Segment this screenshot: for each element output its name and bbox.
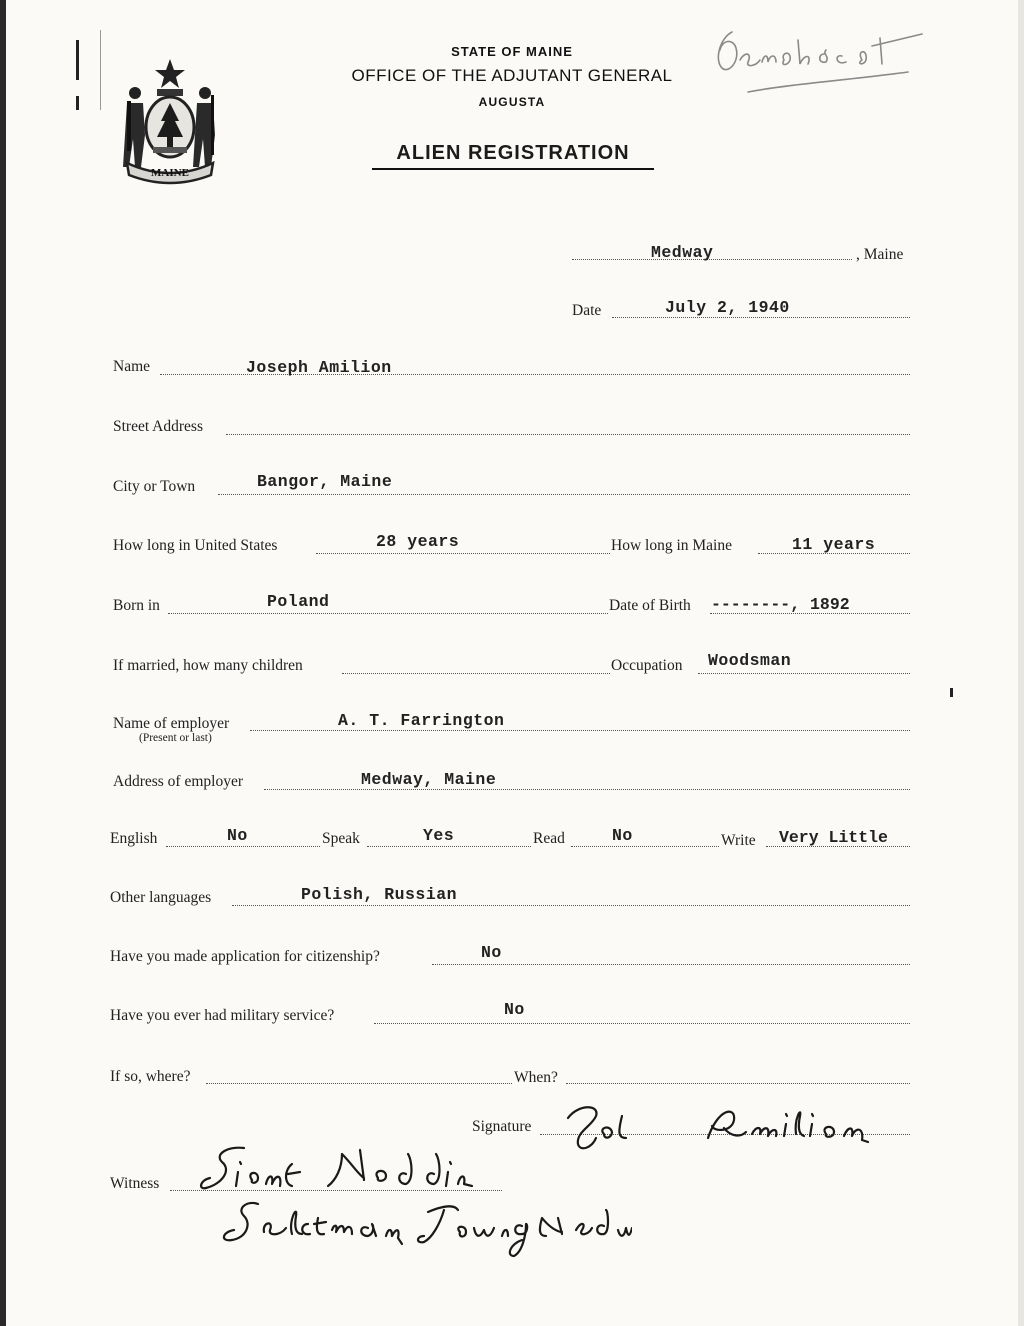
employer-address-value: Medway, Maine <box>361 770 497 789</box>
maine-label: How long in Maine <box>611 537 732 554</box>
employer-line <box>250 730 910 731</box>
where-line <box>206 1083 512 1084</box>
write-value: Very Little <box>779 828 888 847</box>
other-languages-line <box>232 905 910 906</box>
born-line <box>168 613 608 614</box>
pencil-county-note <box>700 20 940 100</box>
date-value: July 2, 1940 <box>665 298 790 317</box>
city-label: City or Town <box>113 478 196 495</box>
date-label: Date <box>572 302 602 319</box>
place-suffix: , Maine <box>856 246 904 263</box>
maine-value: 11 years <box>792 535 876 554</box>
scan-edge-right <box>1018 0 1024 1326</box>
speak-line <box>367 846 531 847</box>
employer-sublabel: (Present or last) <box>139 732 212 744</box>
header-city: AUGUSTA <box>478 95 546 109</box>
other-languages-value: Polish, Russian <box>301 885 458 904</box>
employer-value: A. T. Farrington <box>338 711 505 730</box>
svg-text:MAINE: MAINE <box>151 167 189 179</box>
when-label: When? <box>514 1069 558 1086</box>
read-line <box>571 846 719 847</box>
city-value: Bangor, Maine <box>257 472 393 491</box>
header-state: STATE OF MAINE <box>451 44 573 59</box>
employer-label: Name of employer <box>113 715 230 732</box>
children-label: If married, how many children <box>113 657 303 674</box>
other-languages-label: Other languages <box>110 889 212 906</box>
header-office: OFFICE OF THE ADJUTANT GENERAL <box>351 66 673 85</box>
military-value: No <box>504 1000 525 1019</box>
occupation-value: Woodsman <box>708 651 792 670</box>
employer-address-line <box>264 789 910 790</box>
place-value: Medway <box>651 243 714 262</box>
born-label: Born in <box>113 597 160 614</box>
employer-address-label: Address of employer <box>113 773 243 790</box>
english-label: English <box>110 830 158 847</box>
read-label: Read <box>533 830 565 847</box>
street-line <box>226 434 910 435</box>
svg-text:Penobscot: Penobscot <box>700 20 705 21</box>
street-label: Street Address <box>113 418 203 435</box>
speak-value: Yes <box>423 826 455 845</box>
when-line <box>566 1083 910 1084</box>
date-line <box>612 317 910 318</box>
signature-label: Signature <box>472 1118 532 1135</box>
citizenship-label: Have you made application for citizenship? <box>110 948 380 965</box>
witness-signature <box>192 1140 632 1265</box>
children-line <box>342 673 610 674</box>
dob-label: Date of Birth <box>609 597 691 614</box>
military-label: Have you ever had military service? <box>110 1007 335 1024</box>
military-line <box>374 1023 910 1024</box>
write-label: Write <box>721 832 756 849</box>
us-line <box>316 553 610 554</box>
name-label: Name <box>113 358 151 375</box>
dob-value: --------, 1892 <box>711 595 850 614</box>
read-value: No <box>612 826 633 845</box>
speak-label: Speak <box>322 830 360 847</box>
occupation-line <box>698 673 910 674</box>
form-title: ALIEN REGISTRATION <box>396 142 630 164</box>
born-value: Poland <box>267 592 330 611</box>
citizenship-line <box>432 964 910 965</box>
occupation-label: Occupation <box>611 657 683 674</box>
name-value: Joseph Amilion <box>246 358 392 377</box>
title-underline <box>372 168 654 170</box>
where-label: If so, where? <box>110 1068 191 1085</box>
us-label: How long in United States <box>113 537 278 554</box>
english-value: No <box>227 826 248 845</box>
scan-edge-left <box>0 0 6 1326</box>
english-line <box>166 846 320 847</box>
us-value: 28 years <box>376 532 460 551</box>
citizenship-value: No <box>481 943 502 962</box>
scan-mark <box>950 688 953 697</box>
city-line <box>218 494 910 495</box>
witness-label: Witness <box>110 1175 160 1192</box>
